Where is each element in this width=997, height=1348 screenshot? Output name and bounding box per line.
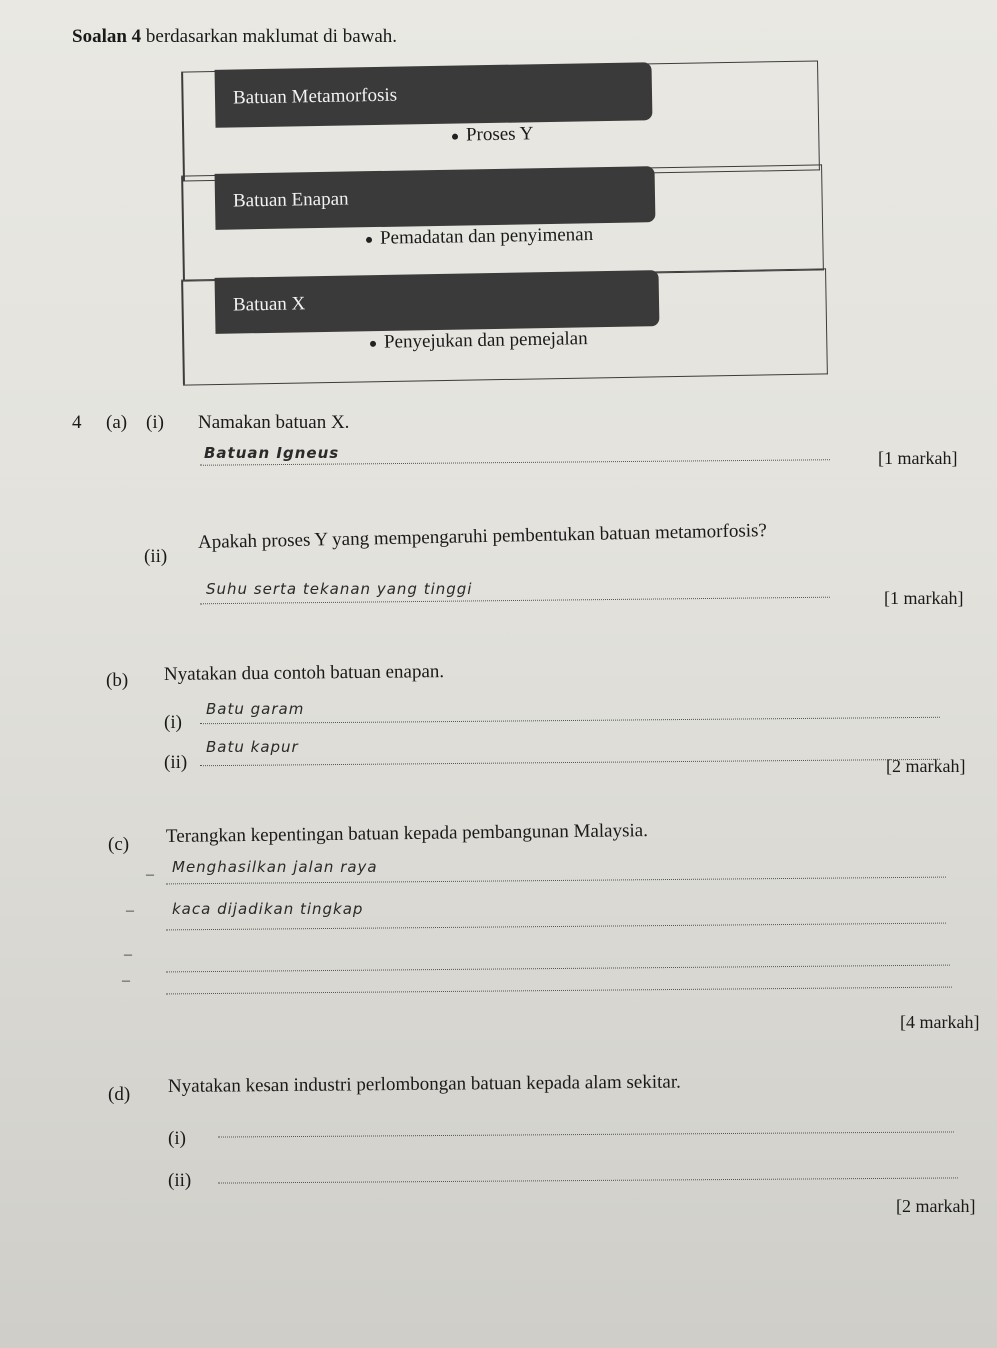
answer-a-ii: Suhu serta tekanan yang tinggi: [206, 580, 473, 598]
rock-head-x: [215, 270, 660, 334]
rock-point-label: Penyejukan dan pemejalan: [383, 328, 588, 353]
answer-a-i: Batuan Igneus: [204, 444, 340, 462]
question-b-text: Nyatakan dua contoh batuan enapan.: [163, 661, 445, 685]
dash-mark: –: [122, 972, 130, 989]
rock-point-metamorfosis: [452, 123, 534, 146]
question-a-ii-text: Apakah proses Y yang mempengaruhi pembentukan batuan metamorfosis?: [197, 520, 768, 553]
rock-point-label: Proses Y: [465, 123, 534, 146]
question-d-i-number: (i): [168, 1128, 186, 1149]
rock-point-x: [370, 328, 588, 354]
dash-mark: –: [126, 902, 134, 919]
question-part-b: (b): [106, 670, 129, 691]
question-b-i-number: (i): [164, 712, 182, 733]
answer-line: [200, 717, 940, 724]
marks-d: [2 markah]: [896, 1196, 976, 1216]
marks-a-i: [1 markah]: [878, 448, 958, 468]
question-d-text: Nyatakan kesan industri perlombongan batuan kepada alam sekitar.: [167, 1071, 681, 1097]
rock-head-enapan: [215, 166, 656, 230]
answer-line: [218, 1131, 954, 1137]
question-a-i-text: Namakan batuan X.: [198, 412, 350, 433]
dash-mark: –: [146, 866, 154, 883]
question-c-text: Terangkan kepentingan batuan kepada pembangunan Malaysia.: [165, 820, 649, 847]
rock-head-metamorfosis: [215, 62, 653, 128]
question-d-ii-number: (ii): [168, 1170, 192, 1191]
answer-b-i: Batu garam: [206, 700, 305, 718]
answer-line: [166, 965, 950, 973]
answer-c-1: Menghasilkan jalan raya: [172, 858, 378, 876]
question-a-ii-number: (ii): [144, 546, 168, 567]
bullet-icon: [370, 340, 376, 346]
bullet-icon: [366, 237, 372, 243]
bullet-icon: [452, 133, 458, 139]
answer-line: [200, 759, 940, 766]
marks-b: [2 markah]: [886, 756, 966, 776]
question-part-d: (d): [108, 1084, 131, 1105]
answer-b-ii: Batu kapur: [206, 738, 299, 756]
answer-line: [166, 923, 946, 931]
rock-head-label: Batuan Metamorfosis: [232, 84, 398, 109]
rock-point-enapan: [366, 224, 594, 250]
marks-c: [4 markah]: [900, 1012, 980, 1032]
question-part-a: (a): [106, 412, 128, 433]
intro-body: berdasarkan maklumat di bawah.: [141, 26, 398, 47]
question-part-c: (c): [108, 834, 130, 855]
answer-line: [218, 1177, 958, 1183]
rock-head-label: Batuan X: [232, 293, 306, 316]
intro-label: Soalan 4: [72, 26, 142, 47]
rock-point-label: Pemadatan dan penyimenan: [379, 224, 594, 249]
answer-c-2: kaca dijadikan tingkap: [172, 900, 364, 918]
rock-head-label: Batuan Enapan: [232, 188, 349, 212]
question-a-i-number: (i): [146, 412, 164, 433]
answer-line: [166, 877, 946, 885]
question-number: 4: [72, 412, 82, 433]
answer-line: [166, 987, 952, 995]
marks-a-ii: [1 markah]: [884, 588, 964, 608]
intro-text: [72, 26, 397, 48]
question-b-ii-number: (ii): [164, 752, 188, 773]
dash-mark: –: [124, 946, 132, 963]
